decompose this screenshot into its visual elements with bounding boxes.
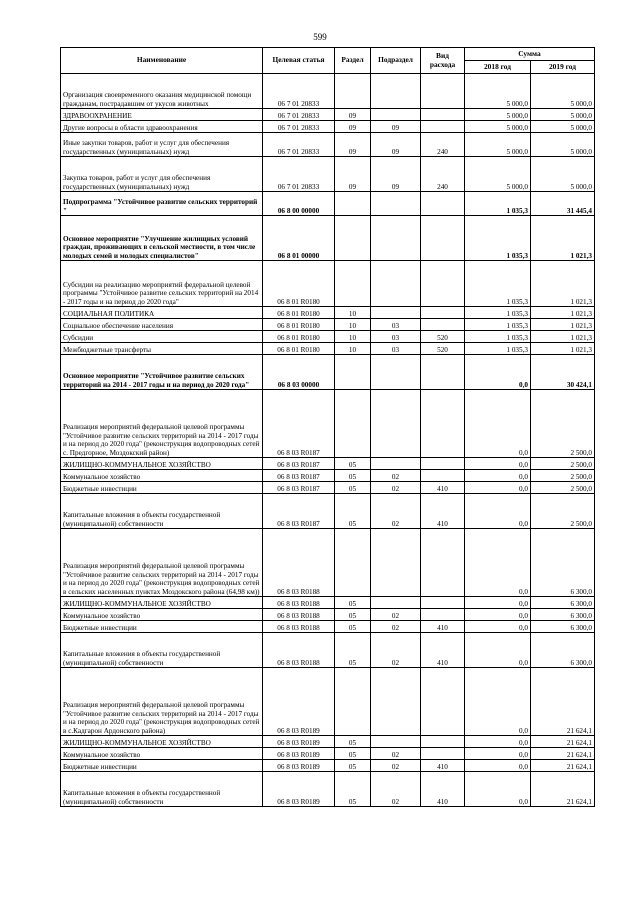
- row-2019-cell: 1 021,3: [531, 331, 595, 343]
- row-2019-cell: 5 000,0: [531, 133, 595, 157]
- table-row: [61, 494, 595, 529]
- row-target-cell: 06 8 01 R0180: [263, 331, 335, 343]
- row-target-cell: 06 8 01 R0180: [263, 319, 335, 331]
- table-row: [61, 772, 595, 807]
- row-subsection-cell: [371, 597, 421, 609]
- row-subsection-cell: 02: [371, 633, 421, 668]
- row-2018-cell: 0,0: [465, 494, 531, 529]
- header-2019: 2019 год: [531, 61, 595, 74]
- row-target-cell: 06 8 01 R0180: [263, 307, 335, 319]
- row-target-cell: 06 8 01 R0180: [263, 261, 335, 307]
- row-2019-cell: 2 500,0: [531, 458, 595, 470]
- row-target-cell: 06 8 00 00000: [263, 192, 335, 216]
- row-target-cell: 06 8 03 R0188: [263, 633, 335, 668]
- row-section-cell: [335, 668, 371, 736]
- row-section-cell: 10: [335, 331, 371, 343]
- row-2018-cell: 0,0: [465, 760, 531, 772]
- header-sum: Сумма: [465, 48, 595, 61]
- row-subsection-cell: [371, 261, 421, 307]
- row-name-cell: Другие вопросы в области здравоохранения: [61, 121, 263, 133]
- row-subsection-cell: 03: [371, 319, 421, 331]
- row-target-cell: 06 8 01 R0180: [263, 343, 335, 355]
- row-target-cell: 06 8 03 R0188: [263, 529, 335, 597]
- row-expense-cell: [421, 74, 465, 109]
- row-target-cell: 06 8 03 R0187: [263, 458, 335, 470]
- row-2018-cell: 0,0: [465, 668, 531, 736]
- header-name: Наименование: [61, 48, 263, 74]
- row-section-cell: [335, 216, 371, 261]
- table-row: [61, 355, 595, 390]
- row-expense-cell: 410: [421, 482, 465, 494]
- row-name-cell: Субсидии: [61, 331, 263, 343]
- row-expense-cell: [421, 609, 465, 621]
- page-number: 599: [313, 32, 327, 42]
- row-2018-cell: 0,0: [465, 470, 531, 482]
- row-name-cell: Организация своевременного оказания медицинской помощи гражданам, пострадавшим от укусов животных: [61, 74, 263, 109]
- row-2019-cell: 2 500,0: [531, 390, 595, 458]
- row-section-cell: [335, 390, 371, 458]
- row-section-cell: 05: [335, 736, 371, 748]
- table-row: [61, 307, 595, 319]
- row-subsection-cell: [371, 458, 421, 470]
- row-subsection-cell: 03: [371, 331, 421, 343]
- row-subsection-cell: [371, 529, 421, 597]
- table-row: [61, 529, 595, 597]
- table-row: [61, 748, 595, 760]
- row-expense-cell: [421, 458, 465, 470]
- row-subsection-cell: 09: [371, 157, 421, 192]
- row-name-cell: Коммунальное хозяйство: [61, 748, 263, 760]
- row-expense-cell: [421, 736, 465, 748]
- row-2018-cell: 1 035,3: [465, 192, 531, 216]
- row-2018-cell: 5 000,0: [465, 133, 531, 157]
- row-expense-cell: [421, 597, 465, 609]
- row-section-cell: 05: [335, 760, 371, 772]
- row-2018-cell: 0,0: [465, 772, 531, 807]
- row-2018-cell: 0,0: [465, 529, 531, 597]
- row-2019-cell: 1 021,3: [531, 216, 595, 261]
- table-row: [61, 319, 595, 331]
- row-2018-cell: 0,0: [465, 458, 531, 470]
- row-target-cell: 06 7 01 20833: [263, 133, 335, 157]
- row-2018-cell: 0,0: [465, 736, 531, 748]
- row-section-cell: [335, 355, 371, 390]
- row-2018-cell: 1 035,3: [465, 216, 531, 261]
- row-name-cell: Капитальные вложения в объекты государственной (муниципальной) собственности: [61, 633, 263, 668]
- row-2019-cell: 5 000,0: [531, 74, 595, 109]
- row-section-cell: [335, 529, 371, 597]
- row-2018-cell: 5 000,0: [465, 157, 531, 192]
- row-2019-cell: 30 424,1: [531, 355, 595, 390]
- row-section-cell: 10: [335, 307, 371, 319]
- row-section-cell: [335, 74, 371, 109]
- row-name-cell: Бюджетные инвестиции: [61, 482, 263, 494]
- row-expense-cell: 240: [421, 133, 465, 157]
- row-target-cell: 06 8 03 R0188: [263, 621, 335, 633]
- row-subsection-cell: [371, 216, 421, 261]
- row-2018-cell: 0,0: [465, 748, 531, 760]
- row-name-cell: ЖИЛИЩНО-КОММУНАЛЬНОЕ ХОЗЯЙСТВО: [61, 597, 263, 609]
- table-row: [61, 331, 595, 343]
- row-name-cell: Подпрограмма "Устойчивое развитие сельских территорий ": [61, 192, 263, 216]
- row-subsection-cell: 02: [371, 748, 421, 760]
- row-section-cell: 05: [335, 748, 371, 760]
- row-2019-cell: 5 000,0: [531, 157, 595, 192]
- header-expense-type: Вид расхода: [421, 48, 465, 74]
- row-2019-cell: 1 021,3: [531, 307, 595, 319]
- row-expense-cell: 240: [421, 157, 465, 192]
- row-subsection-cell: [371, 74, 421, 109]
- row-expense-cell: [421, 668, 465, 736]
- table-row: [61, 261, 595, 307]
- row-target-cell: 06 8 03 R0189: [263, 760, 335, 772]
- table-row: [61, 668, 595, 736]
- row-target-cell: 06 8 03 R0188: [263, 597, 335, 609]
- row-2018-cell: 1 035,3: [465, 343, 531, 355]
- table-header: [61, 48, 595, 74]
- row-target-cell: 06 8 03 R0188: [263, 609, 335, 621]
- row-expense-cell: [421, 261, 465, 307]
- table-row: [61, 216, 595, 261]
- row-2018-cell: 0,0: [465, 597, 531, 609]
- row-section-cell: 09: [335, 109, 371, 121]
- row-target-cell: 06 8 01 00000: [263, 216, 335, 261]
- row-expense-cell: [421, 529, 465, 597]
- row-2019-cell: 5 000,0: [531, 109, 595, 121]
- table-row: [61, 157, 595, 192]
- row-2018-cell: 5 000,0: [465, 121, 531, 133]
- row-2019-cell: 6 300,0: [531, 597, 595, 609]
- row-target-cell: 06 8 03 R0189: [263, 772, 335, 807]
- row-subsection-cell: 09: [371, 133, 421, 157]
- row-expense-cell: 520: [421, 331, 465, 343]
- row-2018-cell: 1 035,3: [465, 261, 531, 307]
- row-2019-cell: 1 021,3: [531, 319, 595, 331]
- row-section-cell: 05: [335, 609, 371, 621]
- row-section-cell: 05: [335, 621, 371, 633]
- row-2019-cell: 6 300,0: [531, 621, 595, 633]
- row-2018-cell: 0,0: [465, 390, 531, 458]
- row-target-cell: 06 8 03 R0187: [263, 390, 335, 458]
- row-target-cell: 06 7 01 20833: [263, 121, 335, 133]
- row-subsection-cell: [371, 109, 421, 121]
- row-target-cell: 06 8 03 R0189: [263, 668, 335, 736]
- row-2018-cell: 0,0: [465, 621, 531, 633]
- row-section-cell: 05: [335, 458, 371, 470]
- row-expense-cell: 410: [421, 621, 465, 633]
- header-2018: 2018 год: [465, 61, 531, 74]
- row-expense-cell: 410: [421, 772, 465, 807]
- row-section-cell: 10: [335, 343, 371, 355]
- table-row: [61, 482, 595, 494]
- row-section-cell: 09: [335, 133, 371, 157]
- row-name-cell: Бюджетные инвестиции: [61, 760, 263, 772]
- row-name-cell: Бюджетные инвестиции: [61, 621, 263, 633]
- row-target-cell: 06 7 01 20833: [263, 74, 335, 109]
- row-subsection-cell: 02: [371, 482, 421, 494]
- row-subsection-cell: 02: [371, 609, 421, 621]
- row-subsection-cell: [371, 390, 421, 458]
- table-row: [61, 458, 595, 470]
- row-target-cell: 06 7 01 20833: [263, 109, 335, 121]
- row-name-cell: Межбюджетные трансферты: [61, 343, 263, 355]
- row-section-cell: 05: [335, 772, 371, 807]
- row-expense-cell: 520: [421, 343, 465, 355]
- row-section-cell: 05: [335, 494, 371, 529]
- row-name-cell: Реализация мероприятий федеральной целевой программы "Устойчивое развитие сельских территорий на 2014 - 2017 годы и на период до 2020 года" (реконструкция водопроводных сетей с. Предгорное, Моздокский район): [61, 390, 263, 458]
- row-subsection-cell: 02: [371, 494, 421, 529]
- row-expense-cell: [421, 192, 465, 216]
- row-subsection-cell: 02: [371, 470, 421, 482]
- row-2019-cell: 21 624,1: [531, 772, 595, 807]
- row-2019-cell: 6 300,0: [531, 529, 595, 597]
- row-name-cell: Капитальные вложения в объекты государственной (муниципальной) собственности: [61, 494, 263, 529]
- row-name-cell: Социальное обеспечение населения: [61, 319, 263, 331]
- row-2018-cell: 1 035,3: [465, 331, 531, 343]
- row-subsection-cell: 02: [371, 760, 421, 772]
- header-section: Раздел: [335, 48, 371, 74]
- row-2019-cell: 21 624,1: [531, 760, 595, 772]
- row-2018-cell: 0,0: [465, 609, 531, 621]
- row-name-cell: Реализация мероприятий федеральной целевой программы "Устойчивое развитие сельских территорий на 2014 - 2017 годы и на период до 2020 года" (реконструкция водопроводных сетей в сельских населенных пунктах Моздокского района (64,98 км)): [61, 529, 263, 597]
- row-target-cell: 06 8 03 R0187: [263, 470, 335, 482]
- table-row: [61, 633, 595, 668]
- row-section-cell: 05: [335, 470, 371, 482]
- table-row: [61, 621, 595, 633]
- row-name-cell: Реализация мероприятий федеральной целевой программы "Устойчивое развитие сельских территорий на 2014 - 2017 годы и на период до 2020 года" (реконструкция водопроводных сетей в с.Кадгарон Ардонского района): [61, 668, 263, 736]
- row-target-cell: 06 8 03 R0189: [263, 748, 335, 760]
- row-name-cell: Иные закупки товаров, работ и услуг для обеспечения государственных (муниципальных) нужд: [61, 133, 263, 157]
- row-section-cell: 09: [335, 157, 371, 192]
- row-target-cell: 06 8 03 R0187: [263, 482, 335, 494]
- row-2019-cell: 21 624,1: [531, 736, 595, 748]
- row-2019-cell: 6 300,0: [531, 609, 595, 621]
- row-2019-cell: 5 000,0: [531, 121, 595, 133]
- row-2019-cell: 21 624,1: [531, 748, 595, 760]
- row-subsection-cell: [371, 736, 421, 748]
- row-2019-cell: 31 445,4: [531, 192, 595, 216]
- row-name-cell: ЖИЛИЩНО-КОММУНАЛЬНОЕ ХОЗЯЙСТВО: [61, 458, 263, 470]
- table-row: [61, 760, 595, 772]
- row-2019-cell: 2 500,0: [531, 494, 595, 529]
- row-name-cell: СОЦИАЛЬНАЯ ПОЛИТИКА: [61, 307, 263, 319]
- row-section-cell: 05: [335, 482, 371, 494]
- row-subsection-cell: [371, 355, 421, 390]
- row-expense-cell: 410: [421, 633, 465, 668]
- row-target-cell: 06 8 03 R0189: [263, 736, 335, 748]
- row-2018-cell: 5 000,0: [465, 109, 531, 121]
- row-subsection-cell: [371, 307, 421, 319]
- row-2019-cell: 2 500,0: [531, 470, 595, 482]
- row-name-cell: Субсидии на реализацию мероприятий федеральной целевой программы "Устойчивое развитие сельских территорий на 2014 - 2017 годы и на период до 2020 года": [61, 261, 263, 307]
- header-target: Целевая статья: [263, 48, 335, 74]
- row-expense-cell: [421, 355, 465, 390]
- row-name-cell: ЗДРАВООХРАНЕНИЕ: [61, 109, 263, 121]
- row-expense-cell: 410: [421, 494, 465, 529]
- header-subsection: Подраздел: [371, 48, 421, 74]
- row-subsection-cell: [371, 668, 421, 736]
- row-section-cell: 05: [335, 633, 371, 668]
- row-name-cell: Основное мероприятие "Улучшение жилищных условий граждан, проживающих в сельской местности, в том числе молодых семей и молодых специалистов": [61, 216, 263, 261]
- row-2019-cell: 1 021,3: [531, 261, 595, 307]
- row-name-cell: Закупка товаров, работ и услуг для обеспечения государственных (муниципальных) нужд: [61, 157, 263, 192]
- table-row: [61, 597, 595, 609]
- row-2019-cell: 1 021,3: [531, 343, 595, 355]
- table-row: [61, 343, 595, 355]
- row-target-cell: 06 7 01 20833: [263, 157, 335, 192]
- table-row: [61, 390, 595, 458]
- row-expense-cell: [421, 121, 465, 133]
- row-section-cell: [335, 261, 371, 307]
- row-name-cell: Основное мероприятие "Устойчивое развитие сельских территорий на 2014 - 2017 годы и на период до 2020 года": [61, 355, 263, 390]
- row-subsection-cell: 02: [371, 772, 421, 807]
- row-section-cell: [335, 192, 371, 216]
- table-row: [61, 609, 595, 621]
- row-2018-cell: 0,0: [465, 482, 531, 494]
- row-subsection-cell: [371, 192, 421, 216]
- row-expense-cell: [421, 748, 465, 760]
- row-subsection-cell: 02: [371, 621, 421, 633]
- row-name-cell: ЖИЛИЩНО-КОММУНАЛЬНОЕ ХОЗЯЙСТВО: [61, 736, 263, 748]
- row-section-cell: 10: [335, 319, 371, 331]
- row-name-cell: Коммунальное хозяйство: [61, 470, 263, 482]
- row-2018-cell: 0,0: [465, 633, 531, 668]
- row-2019-cell: 6 300,0: [531, 633, 595, 668]
- row-2018-cell: 5 000,0: [465, 74, 531, 109]
- table-row: [61, 192, 595, 216]
- row-expense-cell: 410: [421, 760, 465, 772]
- table-row: [61, 74, 595, 109]
- row-section-cell: 05: [335, 597, 371, 609]
- row-2019-cell: 2 500,0: [531, 482, 595, 494]
- row-section-cell: 09: [335, 121, 371, 133]
- row-subsection-cell: 03: [371, 343, 421, 355]
- row-name-cell: Капитальные вложения в объекты государственной (муниципальной) собственности: [61, 772, 263, 807]
- table-body: [61, 74, 595, 807]
- row-expense-cell: [421, 109, 465, 121]
- row-expense-cell: [421, 307, 465, 319]
- row-2018-cell: 1 035,3: [465, 319, 531, 331]
- row-expense-cell: [421, 319, 465, 331]
- row-target-cell: 06 8 03 R0187: [263, 494, 335, 529]
- row-2018-cell: 0,0: [465, 355, 531, 390]
- row-expense-cell: [421, 390, 465, 458]
- budget-table: [60, 47, 595, 807]
- row-2018-cell: 1 035,3: [465, 307, 531, 319]
- table-row: [61, 109, 595, 121]
- table-row: [61, 736, 595, 748]
- table-row: [61, 133, 595, 157]
- row-name-cell: Коммунальное хозяйство: [61, 609, 263, 621]
- row-subsection-cell: 09: [371, 121, 421, 133]
- table-row: [61, 470, 595, 482]
- row-expense-cell: [421, 216, 465, 261]
- row-2019-cell: 21 624,1: [531, 668, 595, 736]
- table-row: [61, 121, 595, 133]
- row-expense-cell: [421, 470, 465, 482]
- row-target-cell: 06 8 03 00000: [263, 355, 335, 390]
